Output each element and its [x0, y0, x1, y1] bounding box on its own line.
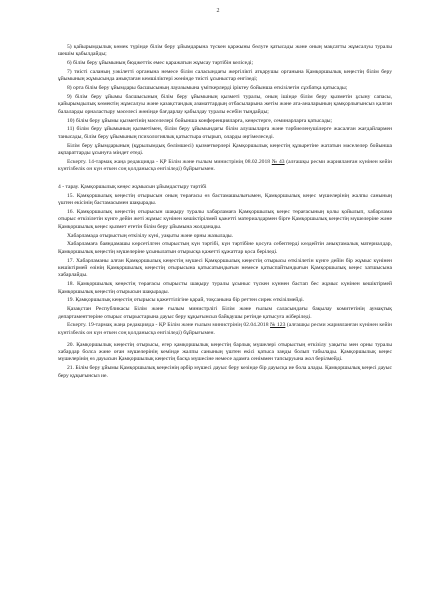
paragraph: 6) білім беру ұйымының бюджеттік емес қаражатын жұмсау тәртібін келіседі;: [67, 60, 254, 67]
paragraph: 5) қайырымдылық көмек түрінде білім беру ұйымдарына түскен қаржыны бөлуге қатысады және оның мақсатты жұмсалуы туралы шешім қабылдайды;: [58, 44, 392, 58]
paragraph: 19. Қамқоршылық кеңестің отырысы қажеттілігіне қарай, тоқсанына бір реттен сирек өткізілмейді.: [67, 297, 305, 304]
note-text: Ескерту. 14-тармақ жаңа редакцияда - ҚР Білім және ғылым министрінің 08.02.2018: [67, 158, 272, 165]
page-number: 2: [216, 8, 220, 14]
paragraph: Хабарламада отырыстың өткізілу күні, уақыты және орны жазылады.: [67, 232, 234, 239]
paragraph: 15. Қамқоршылық кеңестің отырысын оның төрағасы өз бастамашылығымен, Қамқоршылық кеңес мүшелерінің жалпы санының үштен екісінің бастамасымен шақырады.: [58, 192, 392, 207]
paragraph: 21. Білім беру ұйымы Қамқоршылық кеңесінің әрбір мүшесі дауыс беру кезінде бір дауысқа ие бола алады. Қамқоршылық кеңесі дауыс беру құқығынсыз ие.: [58, 365, 392, 379]
paragraph: 20. Қамқоршылық кеңестің отырысы, егер қамқоршылық кеңестің барлық мүшелері отырыстың өткізілу уақыты мен орны туралы хабардар болса және оған мүшелерінің кемінде жалпы санының үштен екісі қатыса заңды болып табылады. Қамқоршылық кеңес мүшелерінің өз дауысын Қамқоршылық кеңестің басқа мүшесіне немесе адамға сеніммен тапсыруына жол берілмейді.: [58, 341, 392, 363]
paragraph: 7) тиісті саланың уәкілетті органына немесе білім саласындағы жергілікті атқарушы органына Қамқоршылық кеңестің білім беру ұйымының жұмысында анықтаған кемшіліктері жөнінде тиісті ұсыныстар енгізеді;: [58, 69, 392, 83]
note-text: (алғашқы ресми жарияланған күнінен кейін күнтізбелік он күн өткен соң қолданысқа енгізіледі) бұйрығымен.: [58, 322, 392, 336]
paragraph: 11) білім беру ұйымының қызметімен, білім беру ұйымындағы білім алушыларға және тәрбиеленушілерге жасалған жағдайлармен танысады, білім беру ұйымының психологиялық қатыстыра отырып, оларды әңгімелеседі.: [58, 126, 392, 140]
order-link[interactable]: № 43: [271, 158, 285, 165]
note-text: Ескерту. 19-тармақ жаңа редакцияда - ҚР Білім және ғылым министрінің 02.04.2018: [67, 322, 271, 329]
order-link[interactable]: № 123: [270, 322, 286, 329]
paragraph: 8) орта білім беру ұйымдары басшысының лауазымына үміткерлерді іріктеу бойынша өткізілетін сұхбатқа қатысады;: [67, 85, 348, 92]
amendment-note: [58, 322, 392, 337]
paragraph: 18. Қамқоршылық кеңестің төрағасы отырысты шақыру туралы ұсыныс түскен күннен бастап бес жұмыс күнінен кешіктірмей Қамқоршылық кеңестің отырысын шақырады.: [58, 281, 392, 295]
paragraph: Білім беру ұйымдарының (құрылымдық бөлімшесі) қызметкерлері Қамқоршылық кеңестің құзыретіне жататын мәселелер бойынша ақпараттарды ұсынуға міндет етеді.: [58, 142, 392, 157]
paragraph: Қазақстан Республикасы Білім және ғылым министрлігі Білім және ғылым саласындағы бақылау комитетінің аумақтық департаменттеріне отырыс отырыстарына дауыс беру құқығынсыз байқаушы ретінде қатысуға жіберіледі.: [58, 306, 392, 320]
note-text: (алғашқы ресми жарияланған күнінен кейін күнтізбелік он күн өткен соң қолданысқа енгізіледі) бұйрығымен.: [58, 158, 392, 173]
chapter-heading: 4 - тарау. Қамқоршылық кеңес жұмысын ұйымдастыру тәртібі: [58, 184, 207, 191]
paragraph: 17. Хабарламаны алған Қамқоршылық кеңестің мүшесі Қамқоршылық кеңестің отырысы өткізілетін күнге дейін бір жұмыс күнінен кешіктірмей өзінің Қамқоршылық кеңестің отырысына қатысатындығын немесе қатыспайтындығын Қамқоршылық кеңес хатшысына хабарлайды.: [58, 257, 392, 279]
paragraph: 10) білім беру ұйымы қызметінің мәселелері бойынша конференцияларға, кеңестерге, семинарларға қатысады;: [67, 117, 333, 124]
paragraph: Хабарламаға баяндамашы көрсетілген отырыстың күн тәртібі, күн тәртібіне қосуға себептерді көздейтін анықтамалық материалдар, Қамқоршылық кеңестің мүшелеріне ұсынылатын отырысқа қажетті құжаттар қоса беріледі.: [58, 241, 392, 255]
paragraph: 16. Қамқоршылық кеңестің отырысын шақыру туралы хабарламаға Қамқоршылық кеңес төрағасының қолы қойылып, хабарлама отырыс өткізілетін күнге дейін жеті жұмыс күнінен кешіктірілмей қажетті материалдармен бірге Қамқоршылық кеңестің мүшелеріне және Қамқоршылық кеңес қызмет ететін білім беру ұйымына жолданады.: [58, 209, 392, 230]
amendment-note: [58, 159, 392, 174]
paragraph: 9) білім беру ұйымы басшысының білім беру ұйымының қызметі туралы, оның ішінде білім беру қызметін ұсыну сапасы, қайырымдылық көмектің жұмсалуы және қазақстандық азаматтардың отбасыларына жетім және ата-аналарының қамқорлығынсыз қалған балаларды орналастыру мәселесі жөнінде бағдарлау қабылдау туралы есебін тыңдайды;: [58, 94, 392, 115]
